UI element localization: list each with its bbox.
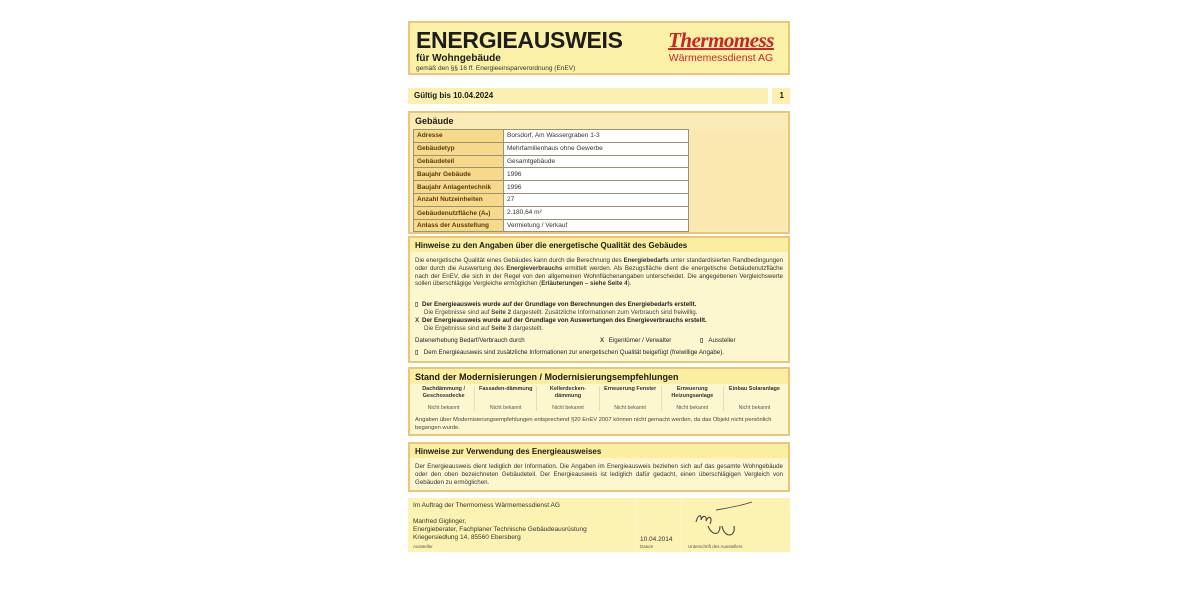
column-value: Nicht bekannt	[676, 405, 709, 411]
usage-notes-section	[408, 442, 790, 492]
notes-header	[410, 238, 788, 252]
column-header: Dachdämmung / Geschossdecke	[422, 386, 465, 399]
row-label: Gebäudeteil	[414, 155, 504, 168]
divider	[636, 498, 637, 552]
row-label: Baujahr Gebäude	[414, 168, 504, 181]
row-value: Vermietung / Verkauf	[504, 219, 689, 232]
text-run: dargestellt. Zusätzliche Informationen zum Verbrauch sind freiwillig.	[511, 308, 698, 316]
column-header: Einbau Solaranlage	[728, 386, 780, 392]
column-value: Nicht bekannt	[489, 405, 522, 411]
column-header: Fassaden-dämmung	[479, 386, 533, 392]
certificate-header	[408, 21, 790, 75]
issue-date: 10.04.2014	[640, 536, 673, 543]
text-run-bold: Energieverbrauchs	[506, 264, 563, 272]
row-value: 1996	[504, 181, 689, 194]
document-subtitle: für Wohngebäude	[416, 53, 501, 64]
modernization-section-title: Stand der Modernisierungen / Modernisierungsempfehlungen	[415, 372, 679, 382]
text-run-bold: Seite 3	[491, 324, 512, 332]
usage-text: Der Energieausweis dient lediglich der Information. Die Angaben im Energieausweis beziehen sich auf das gesamte Wohngebäude oder den oben bezeichneten Gebäudeteil. Der Energieausweis ist lediglich dafür gedacht, einen überschlägigen Vergleich von Gebäuden zu ermöglichen.	[415, 463, 783, 486]
modernization-column	[413, 386, 475, 411]
text-run-bold: Seite 2	[491, 308, 512, 316]
text-run-bold: Energiebedarfs	[623, 257, 669, 264]
option-label: Der Energieausweis wurde auf der Grundlage von Auswertungen des Energieverbrauchs erstellt.	[422, 317, 707, 324]
row-value: 1996	[504, 168, 689, 181]
row-value: Gesamtgebäude	[504, 155, 689, 168]
regulation-reference: gemäß den §§ 16 ff. Energieeinsparverordnung (EnEV)	[416, 65, 576, 72]
issuer-footer	[408, 498, 790, 552]
option-label: Eigentümer / Verwalter	[608, 337, 672, 344]
text-run: ermittelt werden. Als Bezugsfläche dient die energetische Gebäudenutzfläche nach der EnEV, die sich in der Regel von den allgemeinen Wohnflächenangaben unterscheidet. Die angegebenen Vergleichswerte sollen überschlägige Vergleiche ermöglichen (	[415, 264, 783, 288]
row-label: Gebäudetyp	[414, 142, 504, 155]
table-row	[414, 142, 689, 155]
additional-info-label: Dem Energieausweis sind zusätzliche Informationen zur energetischen Qualität beigefügt (freiwillige Angabe).	[423, 349, 724, 356]
table-row	[414, 168, 689, 181]
checkbox-checked-icon[interactable]: X	[600, 337, 605, 344]
modernization-header	[410, 369, 788, 384]
building-section-title: Gebäude	[415, 116, 454, 126]
signature-caption: Unterschrift des Ausstellers	[688, 544, 743, 549]
checkbox-unchecked-icon[interactable]: ▯	[415, 301, 419, 308]
text-run: Die Ergebnisse sind auf	[424, 308, 492, 316]
data-collection-label: Datenerhebung Bedarf/Verbrauch durch	[415, 337, 525, 344]
table-row	[414, 181, 689, 194]
issuer-name: Manfred Giglinger,	[413, 518, 467, 525]
building-photo-placeholder	[690, 129, 786, 231]
text-run: Die Ergebnisse sind auf	[424, 324, 492, 332]
logo-wordmark: Thermomess	[668, 28, 774, 52]
modernization-column	[724, 386, 785, 411]
modernization-column	[475, 386, 537, 411]
logo-tagline: Wärmemessdienst AG	[668, 52, 774, 64]
thermomess-logo	[662, 29, 780, 67]
text-run-bold: Erläuterungen – siehe Seite 4	[541, 280, 628, 288]
modernization-grid	[413, 386, 785, 411]
modernization-column	[600, 386, 662, 411]
issuer-option	[700, 337, 736, 345]
building-section	[408, 111, 790, 234]
notes-section-title: Hinweise zu den Angaben über die energetische Qualität des Gebäudes	[415, 241, 688, 250]
validity-field	[408, 88, 768, 104]
notes-paragraph	[415, 257, 783, 288]
checkbox-unchecked-icon[interactable]: ▯	[415, 349, 419, 356]
date-caption: Datum	[640, 544, 654, 549]
page-number-field	[772, 88, 790, 104]
modernization-column	[537, 386, 599, 411]
modernization-column	[662, 386, 724, 411]
option-label: Der Energieausweis wurde auf der Grundlage von Berechnungen des Energiebedarfs erstellt.	[422, 301, 697, 308]
building-table	[413, 129, 689, 232]
column-value: Nicht bekannt	[427, 405, 460, 411]
usage-section-title: Hinweise zur Verwendung des Energieausweises	[415, 447, 602, 456]
option-subtext	[415, 325, 543, 332]
issuer-role: Energieberater, Fachplaner Technische Gebäudeausrüstung	[413, 526, 587, 533]
column-value: Nicht bekannt	[614, 405, 646, 411]
row-value: Borsdorf, Am Wassergraben 1-3	[504, 130, 689, 143]
table-row	[414, 219, 689, 232]
signature-icon	[688, 500, 758, 540]
additional-info-row	[415, 349, 724, 357]
validity-date: Gültig bis 10.04.2024	[414, 91, 494, 100]
page-number: 1	[779, 91, 784, 100]
checkbox-unchecked-icon[interactable]: ▯	[700, 337, 704, 344]
column-header: Erneuerung Fenster	[603, 386, 657, 392]
column-header: Kellerdecken-dämmung	[549, 386, 586, 399]
option-energy-consumption	[415, 317, 707, 332]
option-energy-demand	[415, 301, 697, 316]
data-collection-row	[415, 337, 787, 345]
row-value: Mehrfamilienhaus ohne Gewerbe	[504, 142, 689, 155]
on-behalf-text: Im Auftrag der Thermomess Wärmemessdienst AG	[413, 502, 560, 509]
column-header: Erneuerung Heizungsanlage	[671, 386, 714, 399]
usage-header	[410, 444, 788, 458]
document-title: ENERGIEAUSWEIS	[416, 27, 623, 53]
table-row	[414, 130, 689, 143]
text-run: ).	[627, 280, 632, 288]
column-value: Nicht bekannt	[738, 405, 771, 411]
row-label: Anzahl Nutzeinheiten	[414, 193, 504, 206]
energy-quality-notes-section	[408, 236, 790, 363]
text-run: unter standardisierten Randbedingungen oder durch die Auswertung des	[415, 257, 783, 272]
table-row	[414, 155, 689, 168]
modernization-note: Angaben über Modernisierungsempfehlungen entsprechend §20 EnEV 2007 können nicht gemacht werden, da das Objekt nicht persönlich begangen wurde.	[415, 417, 772, 431]
modernization-section	[408, 367, 790, 436]
column-value: Nicht bekannt	[552, 405, 584, 411]
row-label: Anlass der Ausstellung	[414, 219, 504, 232]
text-run: dargestellt.	[511, 324, 544, 332]
row-label: Gebäudenutzfläche (Aₙ)	[414, 206, 504, 219]
checkbox-checked-icon[interactable]: X	[415, 317, 420, 324]
row-label: Baujahr Anlagentechnik	[414, 181, 504, 194]
divider	[681, 498, 682, 552]
issuer-address: Kriegersiedlung 14, 85560 Ebersberg	[413, 534, 521, 541]
table-row	[414, 206, 689, 219]
row-label: Adresse	[414, 130, 504, 143]
text-run: Die energetische Qualität eines Gebäudes kann durch die Berechnung des	[415, 257, 624, 264]
owner-option	[600, 337, 671, 345]
option-subtext	[415, 309, 697, 316]
table-row	[414, 193, 689, 206]
validity-bar	[408, 88, 790, 104]
option-label: Aussteller	[708, 337, 736, 344]
issuer-details	[413, 518, 587, 542]
row-value: 27	[504, 193, 689, 206]
row-value: 2.180,64 m²	[504, 206, 689, 219]
issuer-caption: Aussteller	[413, 544, 433, 549]
